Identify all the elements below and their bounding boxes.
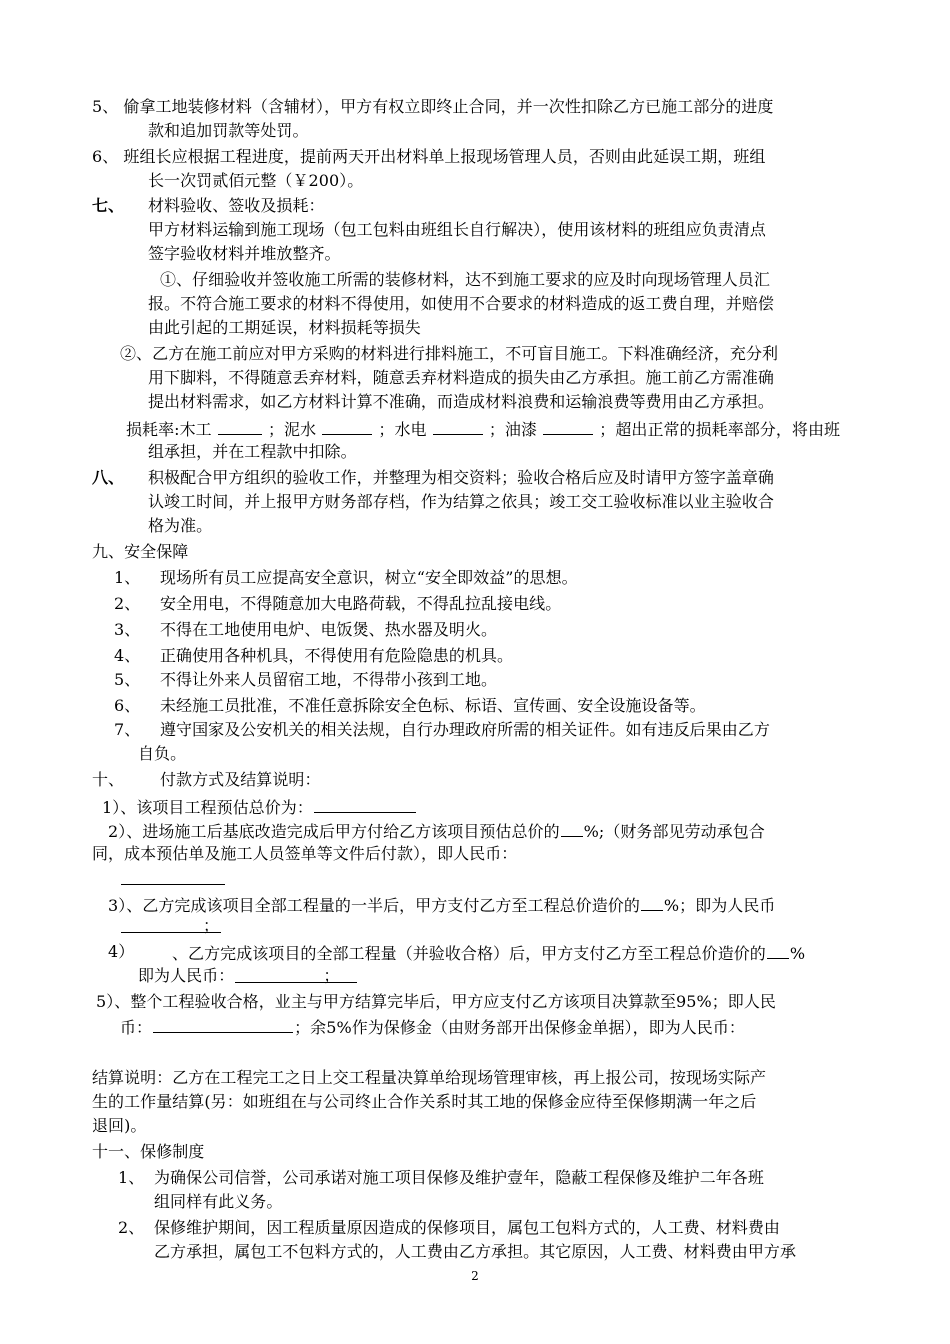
loss-rate-mason-label: ；泥水 [267, 420, 317, 439]
settlement-line-3: 退回)。 [92, 1116, 147, 1135]
payment-5-prefix: 币： [120, 1018, 153, 1037]
section-7-number: 七、 [92, 196, 125, 215]
page-number: 2 [471, 1269, 479, 1283]
warranty-1-number: 1、 [118, 1168, 145, 1187]
payment-2-amount-blank [121, 866, 225, 885]
rule-5-line-2: 款和追加罚款等处罚。 [148, 121, 309, 140]
payment-4-line-1 [172, 940, 805, 966]
rule-5-line-1: 5、 偷拿工地装修材料（含辅材），甲方有权立即终止合同，并一次性扣除乙方已施工部分的进度 [92, 97, 774, 116]
payment-3-line-2 [120, 914, 222, 938]
rule-6-line-1: 6、 班组长应根据工程进度，提前两天开出材料单上报现场管理人员，否则由此延误工期，班组 [92, 147, 766, 166]
payment-2-text-tail: %;（财务部见劳动承包合 [583, 822, 765, 841]
payment-5-text-tail: ；余5%作为保修金（由财务部开出保修金单据），即为人民币： [294, 1018, 745, 1037]
loss-rate-wood-label: 损耗率:木工 [126, 420, 212, 439]
loss-rate-wood-blank [218, 416, 262, 435]
safety-5-text: 不得让外来人员留宿工地，不得带小孩到工地。 [160, 670, 498, 689]
settlement-line-1: 结算说明：乙方在工程完工之日上交工程量决算单给现场管理审核，再上报公司，按现场实际产 [92, 1068, 767, 1087]
section-10-number: 十、 [92, 770, 125, 789]
loss-rate-plumbing-label: ；水电 [378, 420, 427, 439]
payment-4-semicolon: ； [323, 966, 340, 985]
payment-1-text: 1）、该项目工程预估总价为： [102, 798, 313, 817]
payment-4-text-2: 即为人民币： [138, 966, 235, 985]
section-7-item-2-line-2: 用下脚料，不得随意丢弃材料，随意丢弃材料造成的损失由乙方承担。施工前乙方需准确 [148, 368, 774, 387]
loss-rate-plumbing-blank [433, 416, 483, 435]
loss-rate-paint-label: ；油漆 [488, 420, 538, 439]
safety-2-text: 安全用电，不得随意加大电路荷载，不得乱拉乱接电线。 [160, 594, 562, 613]
payment-4-percent-sign: % [789, 944, 806, 963]
settlement-line-2: 生的工作量结算(另：如班组在与公司终止合作关系时其工地的保修金应待至保修期满一年之后 [92, 1092, 757, 1111]
payment-4-text: 、乙方完成该项目的全部工程量（并验收合格）后，甲方支付乙方至工程总价造价的 [172, 944, 766, 963]
safety-7-text-2: 自负。 [138, 744, 187, 763]
payment-2-line-1 [108, 818, 765, 844]
payment-4-number: 4） [108, 942, 135, 961]
loss-rate-tail: ；超出正常的损耗率部分，将由班 [599, 420, 841, 439]
safety-6-text: 未经施工员批准，不准任意拆除安全色标、标语、宣传画、安全设施设备等。 [160, 696, 706, 715]
safety-1-text: 现场所有员工应提高安全意识，树立“安全即效益”的思想。 [160, 568, 578, 587]
payment-2-line-2: 同，成本预估单及施工人员签单等文件后付款），即人民币： [92, 844, 518, 863]
payment-3-amount-blank [121, 914, 221, 933]
safety-3-text: 不得在工地使用电炉、电饭煲、热水器及明火。 [160, 620, 498, 639]
section-7-item-2-line-3: 提出材料需求，如乙方材料计算不准确，而造成材料浪费和运输浪费等费用由乙方承担。 [148, 392, 774, 411]
payment-4-percent-blank [767, 940, 789, 959]
section-10-heading: 付款方式及结算说明： [160, 770, 321, 789]
warranty-2-line-2: 乙方承担，属包工不包料方式的，人工费由乙方承担。其它原因，人工费、材料费由甲方承 [154, 1242, 797, 1261]
section-7-para-1-line-1: 甲方材料运输到施工现场（包工包料由班组长自行解决），使用该材料的班组应负责清点 [148, 220, 766, 239]
payment-5-amount-blank [153, 1014, 293, 1033]
payment-3-text: 3）、乙方完成该项目全部工程量的一半后，甲方支付乙方至工程总价造价的 [108, 896, 640, 915]
payment-1-blank [314, 794, 416, 813]
safety-5-number: 5、 [114, 670, 141, 689]
payment-2-line-3 [120, 866, 226, 892]
section-7-item-1-line-3: 由此引起的工期延误，材料损耗等损失 [148, 318, 421, 337]
payment-3-percent-blank [641, 892, 663, 911]
safety-3-number: 3、 [114, 620, 141, 639]
safety-7-text: 遵守国家及公安机关的相关法规，自行办理政府所需的相关证件。如有违反后果由乙方 [160, 720, 770, 739]
payment-1 [102, 794, 417, 820]
payment-2-text: 2）、进场施工后基底改造完成后甲方付给乙方该项目预估总价的 [108, 822, 560, 841]
warranty-2-number: 2、 [118, 1218, 145, 1237]
payment-4-line-2 [138, 964, 358, 988]
rule-6-line-2: 长一次罚贰佰元整（￥200）。 [148, 171, 364, 190]
warranty-1-line-1: 为确保公司信誉，公司承诺对施工项目保修及维护壹年，隐蔽工程保修及维护二年各班 [154, 1168, 764, 1187]
payment-2-percent-blank [561, 818, 583, 837]
section-7-item-2-line-1: ②、乙方在施工前应对甲方采购的材料进行排料施工，不可盲目施工。下料准确经济，充分利 [120, 344, 779, 363]
safety-2-number: 2、 [114, 594, 141, 613]
section-9-heading: 九、安全保障 [92, 542, 189, 561]
payment-3-text-tail: %；即为人民币 [663, 896, 776, 915]
section-8-line-3: 格为准。 [148, 516, 213, 535]
safety-4-number: 4、 [114, 646, 141, 665]
section-8-line-1: 积极配合甲方组织的验收工作，并整理为相交资料；验收合格后应及时请甲方签字盖章确 [148, 468, 774, 487]
payment-4-amount-blank [235, 964, 357, 983]
section-8-number: 八、 [92, 468, 125, 487]
loss-rate-mason-blank [322, 416, 372, 435]
section-8-line-2: 认竣工时间，并上报甲方财务部存档，作为结算之依具；竣工交工验收标准以业主验收合 [148, 492, 774, 511]
safety-6-number: 6、 [114, 696, 141, 715]
payment-3-semicolon: ； [203, 916, 220, 935]
section-7-item-1-line-1: ①、仔细验收并签收施工所需的装修材料，达不到施工要求的应及时向现场管理人员汇 [160, 270, 770, 289]
loss-rate-paint-blank [543, 416, 593, 435]
section-7-heading: 材料验收、签收及损耗： [148, 196, 325, 215]
warranty-2-line-1: 保修维护期间，因工程质量原因造成的保修项目，属包工包料方式的，人工费、材料费由 [154, 1218, 780, 1237]
safety-1-number: 1、 [114, 568, 141, 587]
section-11-heading: 十一、保修制度 [92, 1142, 205, 1161]
payment-5-line-1: 5）、整个工程验收合格，业主与甲方结算完毕后，甲方应支付乙方该项目决算款至95%；即人民 [96, 992, 776, 1011]
safety-7-number: 7、 [114, 720, 141, 739]
payment-5-line-2 [120, 1014, 745, 1040]
section-7-para-1-line-2: 签字验收材料并堆放整齐。 [148, 244, 341, 263]
warranty-1-line-2: 组同样有此义务。 [154, 1192, 283, 1211]
section-7-item-1-line-2: 报。不符合施工要求的材料不得使用，如使用不合要求的材料造成的返工费自理，并赔偿 [148, 294, 774, 313]
safety-4-text: 正确使用各种机具，不得使用有危险隐患的机具。 [160, 646, 514, 665]
loss-rate-line-2: 组承担，并在工程款中扣除。 [148, 442, 357, 461]
loss-rate-line [126, 416, 840, 442]
